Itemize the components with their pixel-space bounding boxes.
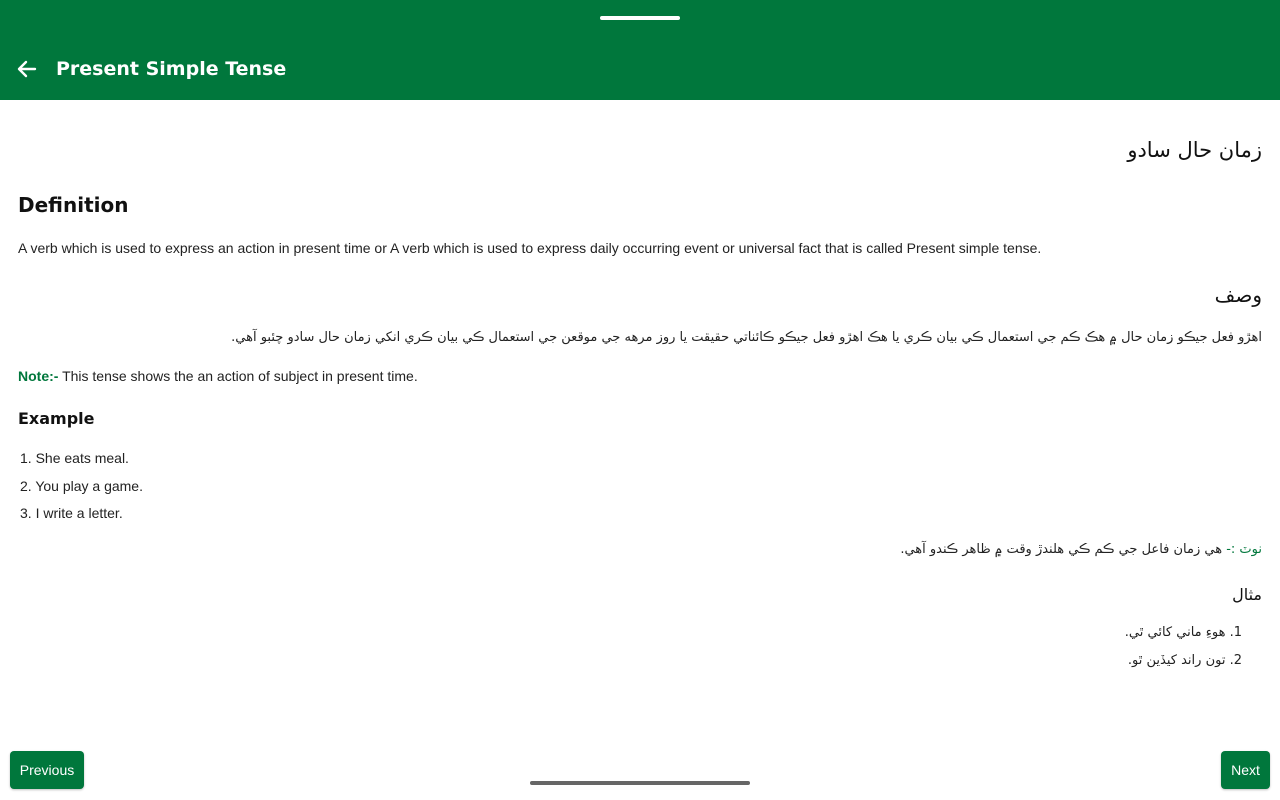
example-heading: Example xyxy=(18,409,95,428)
page-title: Present Simple Tense xyxy=(56,58,287,80)
sindhi-title: زمان حال سادو xyxy=(1127,138,1262,162)
lesson-content xyxy=(0,100,1280,740)
arrow-left-icon xyxy=(17,59,37,79)
previous-button[interactable]: Previous xyxy=(10,751,84,789)
sindhi-example-heading: مثال xyxy=(1232,585,1262,604)
sindhi-note-text: هي زمان فاعل جي ڪم ڪي هلندڙ وقت ۾ ظاهر ڪندو آهي. xyxy=(900,542,1227,557)
list-item: 1. هوءِ ماني کائي ٿي. xyxy=(1124,625,1242,640)
list-item: 2. You play a game. xyxy=(20,477,143,494)
sindhi-note-label: نوٽ :- xyxy=(1226,542,1262,557)
status-bar-pill xyxy=(600,16,680,20)
app-bar xyxy=(0,0,1280,100)
back-button[interactable] xyxy=(14,56,40,82)
sindhi-example-list xyxy=(1125,624,1242,680)
list-item: 1. She eats meal. xyxy=(20,450,129,466)
sindhi-definition-heading: وصف xyxy=(1214,283,1262,307)
example-list xyxy=(20,450,143,533)
note-text: This tense shows the an action of subject in present time. xyxy=(58,368,418,384)
sindhi-definition-text: اهڙو فعل جيڪو زمان حال ۾ هڪ ڪم جي استعمال ڪي بيان ڪري يا هڪ اهڙو فعل جيڪو ڪائناتي حقيقت يا روز مرهه جي موقعن جي استعمال ڪي بيان ڪري انکي زمان حال سادو چئبو آهي. xyxy=(231,330,1262,345)
note-label: Note:- xyxy=(18,368,59,384)
sindhi-note xyxy=(900,542,1262,557)
home-indicator xyxy=(530,781,750,785)
definition-heading: Definition xyxy=(18,193,129,217)
definition-text: A verb which is used to express an action in present time or A verb which is used to express daily occurring event or universal fact that is called Present simple tense. xyxy=(18,240,1042,256)
next-button[interactable]: Next xyxy=(1221,751,1270,789)
list-item: 3. I write a letter. xyxy=(20,505,123,521)
note xyxy=(18,368,418,384)
list-item: 2. تون راند کيڏين ٿو. xyxy=(1127,653,1242,668)
